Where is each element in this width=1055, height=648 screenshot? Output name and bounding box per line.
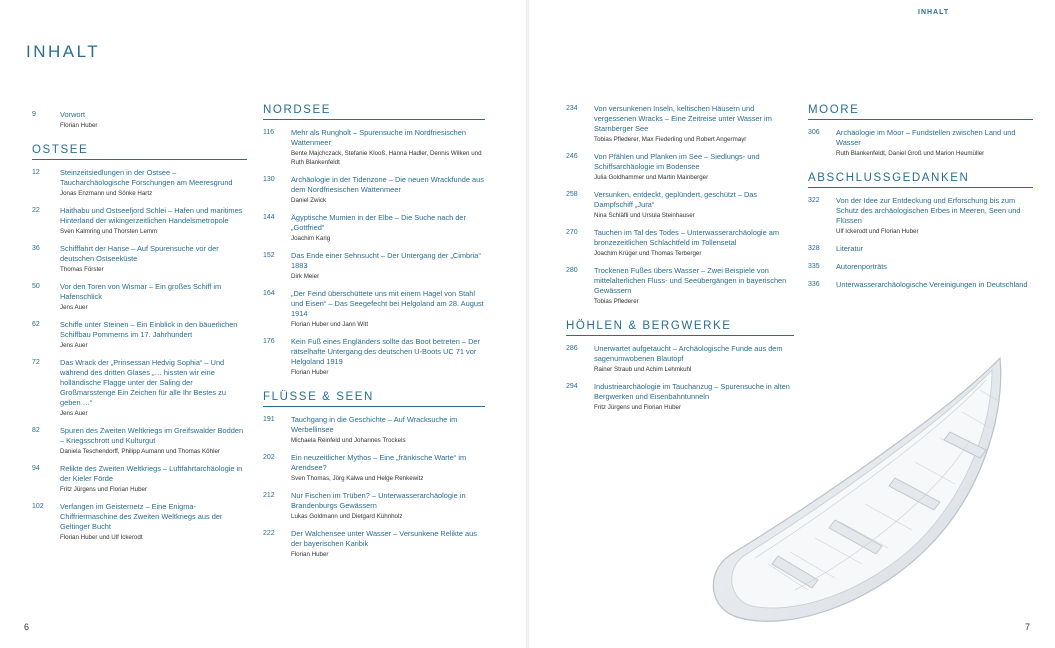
toc-section bbox=[808, 104, 1033, 158]
entry-page-number: 12 bbox=[32, 169, 40, 176]
entry-authors: Tobias Pflederer, Max Fiederling und Robert Angermayr bbox=[594, 136, 747, 143]
entry-title: Vor den Toren von Wismar – Ein großes Schiff im Hafenschlick bbox=[60, 282, 222, 301]
entry-title: Der Walchensee unter Wasser – Versunkene Relikte aus der bayerischen Karibik bbox=[291, 529, 477, 548]
entry-title: Autorenporträts bbox=[836, 262, 887, 271]
entry-page-number: 130 bbox=[263, 176, 275, 183]
entry-authors: Michaela Reinfeld und Johannes Trockels bbox=[291, 437, 406, 444]
entry-authors: Sven Kalmring und Thorsten Lemm bbox=[60, 228, 158, 235]
entry-page-number: 72 bbox=[32, 359, 40, 366]
entry-page-number: 234 bbox=[566, 105, 578, 112]
entry-page-number: 102 bbox=[32, 503, 44, 510]
entry-page-number: 152 bbox=[263, 252, 275, 259]
entry-page-number: 294 bbox=[566, 383, 578, 390]
toc-entry bbox=[808, 128, 1033, 158]
page-gutter bbox=[526, 0, 529, 648]
section-title: HÖHLEN & BERGWERKE bbox=[566, 320, 794, 336]
toc-entry bbox=[263, 415, 485, 445]
toc-entry bbox=[263, 251, 485, 281]
toc-column-1 bbox=[32, 110, 247, 556]
entry-title: Schiffe unter Steinen – Ein Einblick in den bäuerlichen Schiffbau Pommerns im 17. Jahrhundert bbox=[60, 320, 238, 339]
toc-section bbox=[263, 104, 485, 377]
entry-title: Tauchgang in die Geschichte – Auf Wracksuche im Werbellinsee bbox=[291, 415, 458, 434]
entry-authors: Jonas Enzmann und Sönke Hartz bbox=[60, 190, 153, 197]
entry-page-number: 202 bbox=[263, 454, 275, 461]
entry-page-number: 212 bbox=[263, 492, 275, 499]
page-title: INHALT bbox=[26, 42, 101, 61]
entry-authors: Ruth Blankenfeldt, Daniel Groß und Marion Heumüller bbox=[836, 150, 985, 157]
toc-section bbox=[32, 144, 247, 542]
entry-authors: Florian Huber bbox=[291, 551, 329, 558]
entry-title: Vorwort bbox=[60, 110, 86, 119]
entry-title: Relikte des Zweiten Weltkriegs – Luftfahrtarchäologie in der Kieler Förde bbox=[60, 464, 243, 483]
toc-column-4 bbox=[808, 104, 1033, 304]
entry-authors: Daniela Teschendorff, Philipp Aumann und Thomas Köhler bbox=[60, 448, 220, 455]
toc-entry bbox=[263, 175, 485, 205]
toc-section bbox=[263, 391, 485, 559]
entry-authors: Bente Majchczack, Stefanie Klooß, Hanna Hadler, Dennis Wilken und Ruth Blankenfeldt bbox=[291, 150, 482, 166]
toc-entry bbox=[808, 262, 1033, 272]
entry-page-number: 306 bbox=[808, 129, 820, 136]
entry-title: Kein Fuß eines Engländers sollte das Boot betreten – Der rätselhafte Untergang des deutschen U-Boots UC 71 vor Helgoland 1919 bbox=[291, 337, 480, 366]
entry-page-number: 36 bbox=[32, 245, 40, 252]
entry-page-number: 62 bbox=[32, 321, 40, 328]
entry-title: Ein neuzeitlicher Mythos – Eine „fränkische Warte“ im Arendsee? bbox=[291, 453, 467, 472]
entry-authors: Joachim Krüger und Thomas Terberger bbox=[594, 250, 702, 257]
entry-title: Ägyptische Mumien in der Elbe – Die Suche nach der „Gottfried“ bbox=[291, 213, 467, 232]
entry-page-number: 94 bbox=[32, 465, 40, 472]
entry-title: Schifffahrt der Hanse – Auf Spurensuche vor der deutschen Ostseeküste bbox=[60, 244, 219, 263]
toc-entry bbox=[32, 464, 247, 494]
toc-entry bbox=[32, 282, 247, 312]
entry-authors: Tobias Pflederer bbox=[594, 298, 639, 305]
entry-authors: Ulf Ickerodt und Florian Huber bbox=[836, 228, 919, 235]
entry-authors: Sven Thomas, Jörg Kalwa und Helge Renkewitz bbox=[291, 475, 424, 482]
toc-entry bbox=[32, 110, 247, 130]
entry-authors: Daniel Zwick bbox=[291, 197, 327, 204]
entry-page-number: 280 bbox=[566, 267, 578, 274]
entry-title: Tauchen im Tal des Todes – Unterwasserarchäologie am bronzezeitlichen Schlachtfeld im Tollensetal bbox=[594, 228, 780, 247]
toc-column-2 bbox=[263, 104, 485, 573]
entry-page-number: 82 bbox=[32, 427, 40, 434]
entry-authors: Dirk Meier bbox=[291, 273, 320, 280]
toc-entry bbox=[566, 266, 794, 306]
entry-title: Mehr als Rungholt – Spurensuche im Nordfriesischen Wattenmeer bbox=[291, 128, 466, 147]
entry-authors: Rainer Straub und Achim Lehmkuhl bbox=[594, 366, 692, 373]
toc-entry bbox=[808, 196, 1033, 236]
entry-page-number: 246 bbox=[566, 153, 578, 160]
entry-page-number: 144 bbox=[263, 214, 275, 221]
entry-title: Haithabu und Ostseefjord Schlei – Hafen und maritimes Hinterland der wikingerzeitlichen Handelsmetropole bbox=[60, 206, 243, 225]
entry-authors: Julia Goldhammer und Martin Mainberger bbox=[594, 174, 709, 181]
entry-page-number: 322 bbox=[808, 197, 820, 204]
toc-entry bbox=[808, 280, 1033, 290]
entry-page-number: 116 bbox=[263, 129, 275, 136]
entry-page-number: 270 bbox=[566, 229, 578, 236]
entry-page-number: 335 bbox=[808, 263, 820, 270]
entry-page-number: 164 bbox=[263, 290, 275, 297]
entry-title: Industriearchäologie im Tauchanzug – Spurensuche in alten Bergwerken und Eisenbahntunneln bbox=[594, 382, 790, 401]
entry-title: Spuren des Zweiten Weltkriegs im Greifswalder Bodden – Kriegsschrott und Kulturgut bbox=[60, 426, 244, 445]
entry-title: Nur Fischen im Trüben? – Unterwasserarchäologie in Brandenburgs Gewässern bbox=[291, 491, 466, 510]
entry-title: Archäologie im Moor – Fundstellen zwischen Land und Wasser bbox=[836, 128, 1016, 147]
page-number-left: 6 bbox=[24, 622, 30, 632]
toc-entry bbox=[32, 358, 247, 418]
entry-authors: Jens Auer bbox=[60, 342, 88, 349]
section-title: OSTSEE bbox=[32, 144, 247, 160]
entry-page-number: 222 bbox=[263, 530, 275, 537]
toc-entry bbox=[32, 426, 247, 456]
entry-page-number: 176 bbox=[263, 338, 275, 345]
entry-page-number: 191 bbox=[263, 416, 275, 423]
section-title: FLÜSSE & SEEN bbox=[263, 391, 485, 407]
page-number-right: 7 bbox=[1025, 622, 1031, 632]
entry-title: Von Pfählen und Planken im See – Siedlungs- und Schiffsarchäologie im Bodensee bbox=[594, 152, 760, 171]
toc-entry bbox=[263, 453, 485, 483]
running-head: INHALT bbox=[918, 9, 950, 16]
toc-section bbox=[32, 110, 247, 130]
toc-section bbox=[808, 172, 1033, 290]
toc-entry bbox=[263, 213, 485, 243]
entry-page-number: 328 bbox=[808, 245, 820, 252]
toc-entry bbox=[566, 104, 794, 144]
toc-entry bbox=[263, 491, 485, 521]
toc-entry bbox=[32, 502, 247, 542]
entry-title: Das Wrack der „Prinsessan Hedvig Sophia“ – Und während des dritten Glases „… hissten wir eine holländische Flagge unter der Saling der Großmarsstenge Ein Zeichen für alle Ihr Bestes zu geben …“ bbox=[60, 358, 226, 407]
entry-page-number: 258 bbox=[566, 191, 578, 198]
section-title: ABSCHLUSSGEDANKEN bbox=[808, 172, 1033, 188]
entry-authors: Jens Auer bbox=[60, 304, 88, 311]
entry-authors: Fritz Jürgens und Florian Huber bbox=[594, 404, 682, 411]
entry-authors: Florian Huber und Ulf Ickerodt bbox=[60, 534, 143, 541]
entry-page-number: 336 bbox=[808, 281, 820, 288]
entry-title: Das Ende einer Sehnsucht – Der Untergang der „Cimbria“ 1883 bbox=[291, 251, 481, 270]
entry-page-number: 22 bbox=[32, 207, 40, 214]
section-title: MOORE bbox=[808, 104, 1033, 120]
entry-title: Unterwasserarchäologische Vereinigungen in Deutschland bbox=[836, 280, 1028, 289]
toc-entry bbox=[263, 128, 485, 167]
entry-authors: Jens Auer bbox=[60, 410, 88, 417]
toc-entry bbox=[32, 168, 247, 198]
entry-authors: Florian Huber bbox=[291, 369, 329, 376]
toc-section bbox=[566, 104, 794, 306]
entry-authors: Fritz Jürgens und Florian Huber bbox=[60, 486, 148, 493]
toc-entry bbox=[808, 244, 1033, 254]
toc-entry bbox=[566, 190, 794, 220]
entry-title: Literatur bbox=[836, 244, 864, 253]
entry-page-number: 9 bbox=[32, 111, 36, 118]
entry-authors: Florian Huber und Jann Witt bbox=[291, 321, 369, 328]
entry-title: Unerwartet aufgetaucht – Archäologische Funde aus dem sagenumwobenen Blautopf bbox=[594, 344, 783, 363]
entry-authors: Thomas Förster bbox=[60, 266, 104, 273]
entry-title: Von der Idee zur Entdeckung und Erforschung bis zum Schutz des archäologischen Erbes in Meeren, Seen und Flüssen bbox=[836, 196, 1021, 225]
entry-page-number: 286 bbox=[566, 345, 578, 352]
entry-authors: Joachim Karig bbox=[291, 235, 331, 242]
entry-authors: Nina Schläfli und Ursula Steinhauser bbox=[594, 212, 695, 219]
entry-title: Archäologie in der Tidenzone – Die neuen Wrackfunde aus dem Nordfriesischen Wattenmeer bbox=[291, 175, 484, 194]
entry-title: „Der Feind überschüttete uns mit einem Hagel von Stahl und Eisen“ – Das Seegefecht bei Helgoland am 28. August 1914 bbox=[291, 289, 484, 318]
toc-entry bbox=[32, 206, 247, 236]
entry-title: Trockenen Fußes übers Wasser – Zwei Beispiele von mittelalterlichen Fluss- und Seeübergängen in bayerischen Gewässern bbox=[594, 266, 787, 295]
section-title: NORDSEE bbox=[263, 104, 485, 120]
entry-authors: Florian Huber bbox=[60, 122, 98, 129]
entry-authors: Lukas Goldmann und Dietgard Kühnholz bbox=[291, 513, 403, 520]
toc-entry bbox=[263, 529, 485, 559]
rowboat-illustration bbox=[700, 350, 1030, 640]
toc-entry bbox=[263, 337, 485, 377]
toc-entry bbox=[32, 244, 247, 274]
entry-page-number: 50 bbox=[32, 283, 40, 290]
entry-title: Verfangen im Geisternetz – Eine Enigma-Chiffriermaschine des Zweiten Weltkriegs aus der Geltinger Bucht bbox=[60, 502, 223, 531]
entry-title: Steinzeitsiedlungen in der Ostsee – Taucharchäologische Forschungen am Meeresgrund bbox=[60, 168, 233, 187]
toc-entry bbox=[263, 289, 485, 329]
entry-title: Von versunkenen Inseln, keltischen Häusern und vergessenen Wracks – Eine Zeitreise unter Wasser im Starnberger See bbox=[594, 104, 772, 133]
entry-title: Versunken, entdeckt, geplündert, geschützt – Das Dampfschiff „Jura“ bbox=[594, 190, 758, 209]
toc-entry bbox=[32, 320, 247, 350]
toc-entry bbox=[566, 152, 794, 182]
toc-entry bbox=[566, 228, 794, 258]
